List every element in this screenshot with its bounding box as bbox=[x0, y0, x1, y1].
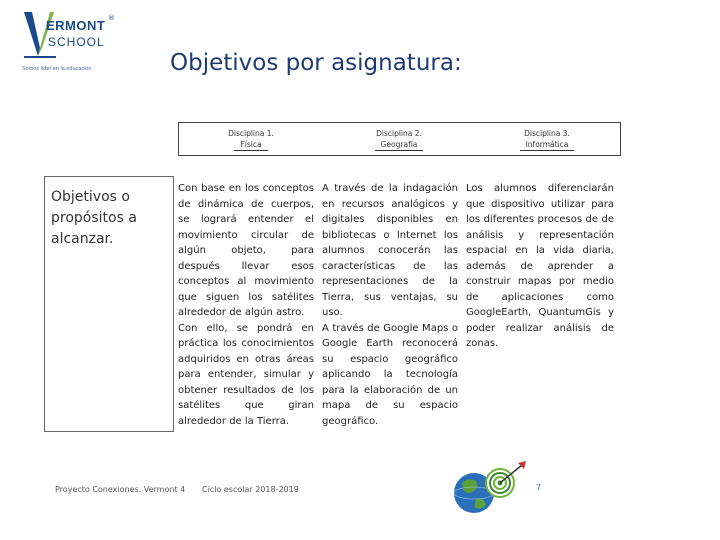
footer-project: Proyecto Conexiones. Vermont 4 bbox=[55, 485, 186, 494]
discipline-label: Disciplina 1. bbox=[228, 129, 274, 138]
page-title: Objetivos por asignatura: bbox=[170, 50, 462, 76]
globe-target-icon bbox=[448, 455, 528, 535]
logo-v-icon bbox=[20, 8, 60, 60]
school-logo bbox=[20, 8, 130, 78]
discipline-name: Geografía bbox=[375, 139, 424, 151]
discipline-header-2 bbox=[329, 128, 469, 151]
objective-paragraph: A través de Google Maps o Google Earth reconocerá su espacio geográfico aplicando la tecnología para la elaboración de un mapa de su espacio geográfico. bbox=[322, 322, 458, 427]
logo-school: SCHOOL bbox=[48, 35, 105, 49]
discipline-label: Disciplina 2. bbox=[376, 129, 422, 138]
page-number: 7 bbox=[536, 483, 542, 492]
objective-column-physics bbox=[178, 181, 314, 429]
objective-paragraph: Con ello, se pondrá en práctica los conocimientos adquiridos en otras áreas para entender, simular y obtener resultados de los satélites que giran alrededor de la Tierra. bbox=[178, 322, 314, 427]
discipline-name: Física bbox=[234, 139, 267, 151]
discipline-header-3 bbox=[477, 128, 617, 151]
footer-cycle: Ciclo escolar 2018-2019 bbox=[202, 485, 299, 494]
logo-tagline: Somos líder en la educación bbox=[22, 66, 92, 72]
objective-paragraph: A través de la indagación en recursos analógicos y digitales disponibles en bibliotecas o Internet los alumnos conocerán las características de las representaciones de la Tierra, sus ventajas, su uso. bbox=[322, 183, 458, 318]
logo-name: ERMONT bbox=[46, 18, 106, 33]
objective-column-informatics bbox=[466, 181, 614, 352]
discipline-name: Informática bbox=[520, 139, 575, 151]
discipline-label: Disciplina 3. bbox=[524, 129, 570, 138]
objective-paragraph: Con base en los conceptos de dinámica de cuerpos, se logrará entender el movimiento circular de algún objeto, para después llevar esos conceptos al movimiento que siguen los satélites alrededor de algún astro. bbox=[178, 183, 314, 318]
discipline-header-1 bbox=[181, 128, 321, 151]
disciplines-header bbox=[178, 122, 621, 156]
objective-paragraph: Los alumnos diferenciarán que dispositivo utilizar para los diferentes procesos de de análisis y representación espacial en la vida diaria, además de aprender a construir mapas por medio de aplicaciones como GoogleEarth, QuantumGis y poder realizar análisis de zonas. bbox=[466, 183, 614, 349]
logo-registered-mark: ® bbox=[108, 14, 115, 22]
objective-column-geography bbox=[322, 181, 458, 429]
objectives-row-label: Objetivos o propósitos a alcanzar. bbox=[44, 176, 174, 432]
